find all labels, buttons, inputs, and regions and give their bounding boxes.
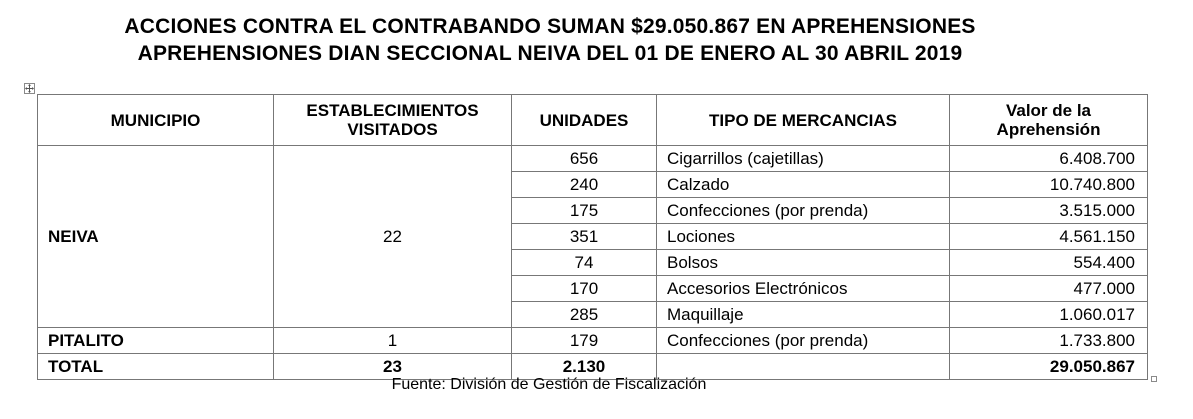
header-municipio: MUNICIPIO <box>38 95 274 146</box>
tipo-cell: Confecciones (por prenda) <box>657 328 950 354</box>
table-move-handle-icon[interactable] <box>24 83 35 94</box>
tipo-cell: Lociones <box>657 224 950 250</box>
valor-cell: 477.000 <box>950 276 1148 302</box>
total-establecimientos: 23 <box>274 354 512 380</box>
header-valor-line2: Aprehensión <box>996 120 1101 139</box>
title-line-1: ACCIONES CONTRA EL CONTRABANDO SUMAN $29.050.867 EN APREHENSIONES <box>124 15 976 38</box>
valor-cell: 10.740.800 <box>950 172 1148 198</box>
tipo-cell: Calzado <box>657 172 950 198</box>
municipio-pitalito: PITALITO <box>38 328 274 354</box>
tipo-cell: Accesorios Electrónicos <box>657 276 950 302</box>
tipo-cell: Maquillaje <box>657 302 950 328</box>
unidades-cell: 179 <box>512 328 657 354</box>
valor-cell: 1.733.800 <box>950 328 1148 354</box>
header-unidades: UNIDADES <box>512 95 657 146</box>
establecimientos-pitalito: 1 <box>274 328 512 354</box>
header-valor-line1: Valor de la <box>1005 101 1092 120</box>
unidades-cell: 285 <box>512 302 657 328</box>
unidades-cell: 170 <box>512 276 657 302</box>
total-unidades: 2.130 <box>512 354 657 380</box>
header-row <box>38 95 1148 146</box>
total-label: TOTAL <box>38 354 274 380</box>
valor-cell: 4.561.150 <box>950 224 1148 250</box>
header-valor <box>950 95 1148 146</box>
valor-cell: 3.515.000 <box>950 198 1148 224</box>
table-resize-handle-icon[interactable] <box>1151 376 1157 382</box>
tipo-cell: Cigarrillos (cajetillas) <box>657 146 950 172</box>
valor-cell: 554.400 <box>950 250 1148 276</box>
source-note: Fuente: División de Gestión de Fiscalización <box>391 376 707 393</box>
aprehensiones-table <box>37 94 1148 380</box>
valor-cell: 1.060.017 <box>950 302 1148 328</box>
header-establecimientos-line1: ESTABLECIMIENTOS <box>306 101 479 120</box>
tipo-cell: Confecciones (por prenda) <box>657 198 950 224</box>
unidades-cell: 351 <box>512 224 657 250</box>
title-line-2: APREHENSIONES DIAN SECCIONAL NEIVA DEL 01 DE ENERO AL 30 ABRIL 2019 <box>137 42 963 65</box>
table-row <box>38 146 1148 172</box>
municipio-neiva: NEIVA <box>38 146 274 328</box>
valor-cell: 6.408.700 <box>950 146 1148 172</box>
unidades-cell: 175 <box>512 198 657 224</box>
tipo-cell: Bolsos <box>657 250 950 276</box>
unidades-cell: 74 <box>512 250 657 276</box>
header-establecimientos <box>274 95 512 146</box>
establecimientos-neiva: 22 <box>274 146 512 328</box>
header-tipo: TIPO DE MERCANCIAS <box>657 95 950 146</box>
table-row-pitalito <box>38 328 1148 354</box>
total-valor: 29.050.867 <box>950 354 1148 380</box>
unidades-cell: 240 <box>512 172 657 198</box>
header-establecimientos-line2: VISITADOS <box>347 120 438 139</box>
unidades-cell: 656 <box>512 146 657 172</box>
